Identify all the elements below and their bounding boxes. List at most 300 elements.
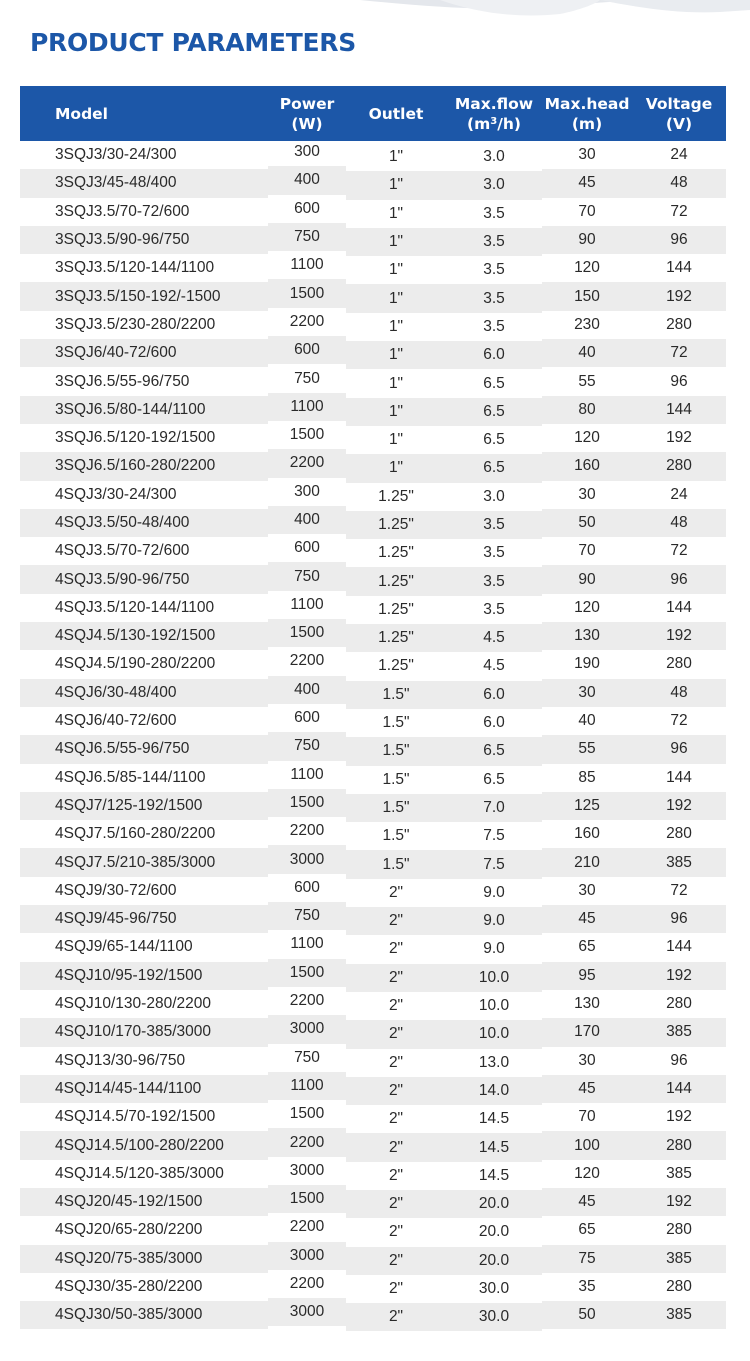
cell-head: 120 [574,259,600,277]
cell-outlet: 2" [388,1223,404,1241]
cell-model: 4SQJ3.5/120-144/1100 [55,598,215,616]
cell-voltage: 385 [666,1164,692,1182]
cell-head: 130 [542,622,632,650]
cell-head: 30 [542,679,632,707]
cell-voltage: 96 [632,735,726,763]
cell-voltage: 96 [670,1051,688,1069]
cell-flow: 6.5 [446,737,542,765]
cell-model: 3SQJ3.5/120-144/1100 [55,259,215,277]
cell-head: 30 [578,146,596,164]
table-row [20,282,726,310]
cell-voltage: 280 [666,315,692,333]
cell-voltage: 96 [632,226,726,254]
cell-head: 160 [574,825,600,843]
cell-power: 2200 [268,449,346,477]
table-row [20,792,726,820]
cell-power: 600 [294,709,320,727]
column-header-model [20,86,268,141]
cell-head: 50 [542,509,632,537]
table-row [20,1018,726,1046]
cell-flow: 3.0 [483,148,505,166]
table-row [20,1273,726,1301]
cell-power: 2200 [289,312,325,330]
cell-head: 170 [542,1018,632,1046]
cell-head: 50 [542,1301,632,1329]
table-header-row [20,86,726,141]
cell-voltage: 280 [666,1278,692,1296]
header-decoration [0,0,750,30]
cell-outlet: 2" [388,1110,404,1128]
cell-voltage: 280 [666,655,692,673]
cell-power: 1500 [268,619,346,647]
cell-flow: 20.0 [446,1247,542,1275]
table-body [20,141,726,1329]
cell-outlet: 1" [346,398,446,426]
cell-flow: 7.5 [483,827,505,845]
cell-outlet: 2" [388,940,404,958]
cell-model: 4SQJ7.5/210-385/3000 [20,848,268,876]
table-row [20,1245,726,1273]
cell-head: 125 [542,792,632,820]
table-row [20,707,726,735]
cell-model: 4SQJ9/30-72/600 [55,881,177,899]
cell-flow: 30.0 [446,1303,542,1331]
cell-flow: 9.0 [483,883,505,901]
column-header-voltage-label: Voltage [645,94,713,113]
cell-model: 4SQJ14.5/100-280/2200 [20,1131,268,1159]
table-row [20,820,726,848]
cell-model: 3SQJ3.5/150-192/-1500 [20,282,268,310]
cell-power: 2200 [289,652,325,670]
cell-outlet: 1" [388,431,404,449]
cell-voltage: 144 [666,938,692,956]
cell-outlet: 1" [388,317,404,335]
cell-model: 4SQJ6.5/85-144/1100 [55,768,206,786]
cell-outlet: 2" [388,1280,404,1298]
cell-head: 160 [542,452,632,480]
cell-outlet: 2" [388,1053,404,1071]
cell-head: 90 [542,565,632,593]
column-header-flow-unit: $(m^3/h)$ [467,114,521,133]
cell-outlet: 1" [388,204,404,222]
cell-flow: 9.0 [483,940,505,958]
cell-flow: 9.0 [446,907,542,935]
table-row [20,679,726,707]
cell-head: 55 [542,735,632,763]
table-row [20,1301,726,1329]
cell-model: 4SQJ20/75-385/3000 [20,1245,268,1273]
cell-outlet: 1.5" [382,714,410,732]
cell-flow: 10.0 [446,964,542,992]
table-row [20,311,726,339]
cell-power: 3000 [268,1242,346,1270]
cell-flow: 6.0 [483,714,505,732]
cell-head: 70 [578,1108,596,1126]
cell-flow: 6.5 [483,770,505,788]
cell-head: 150 [542,282,632,310]
cell-outlet: 1.25" [346,567,446,595]
cell-outlet: 1.5" [346,850,446,878]
cell-outlet: 1.25" [346,511,446,539]
cell-head: 130 [574,995,600,1013]
cell-model: 4SQJ7/125-192/1500 [20,792,268,820]
cell-power: 2200 [289,1275,325,1293]
cell-power: 300 [294,143,320,161]
table-row [20,141,726,169]
cell-head: 30 [578,485,596,503]
cell-head: 75 [542,1245,632,1273]
cell-model: 4SQJ4.5/190-280/2200 [55,655,216,673]
cell-flow: 3.5 [483,600,505,618]
cell-model: 4SQJ14/45-144/1100 [20,1075,268,1103]
cell-model: 4SQJ30/35-280/2200 [55,1278,203,1296]
table-row [20,452,726,480]
cell-power: 750 [268,902,346,930]
cell-voltage: 385 [632,1018,726,1046]
cell-head: 65 [578,1221,596,1239]
cell-voltage: 280 [632,452,726,480]
cell-head: 190 [574,655,600,673]
cell-model: 3SQJ6.5/55-96/750 [55,372,190,390]
cell-model: 4SQJ4.5/130-192/1500 [20,622,268,650]
cell-model: 4SQJ3.5/70-72/600 [55,542,190,560]
table-row [20,933,726,961]
cell-outlet: 2" [388,883,404,901]
cell-model: 4SQJ7.5/160-280/2200 [55,825,216,843]
cell-head: 230 [574,315,600,333]
table-row [20,226,726,254]
cell-model: 4SQJ20/65-280/2200 [55,1221,203,1239]
cell-flow: 7.0 [446,794,542,822]
cell-voltage: 72 [670,712,688,730]
cell-outlet: 1" [346,454,446,482]
cell-power: 1100 [290,256,324,274]
cell-outlet: 1.25" [346,624,446,652]
cell-outlet: 1" [346,284,446,312]
cell-outlet: 1" [346,228,446,256]
cell-flow: 6.5 [446,398,542,426]
cell-power: 600 [294,539,320,557]
cell-voltage: 192 [632,282,726,310]
table-row [20,1216,726,1244]
cell-flow: 6.5 [483,374,505,392]
column-header-voltage-unit: (V) [665,114,693,133]
cell-head: 55 [578,372,596,390]
cell-flow: 6.5 [446,454,542,482]
cell-voltage: 280 [666,1221,692,1239]
cell-outlet: 1.25" [378,657,414,675]
column-header-outlet [346,86,446,141]
table-row [20,509,726,537]
cell-flow: 3.5 [446,228,542,256]
cell-model: 3SQJ3/30-24/300 [55,146,177,164]
cell-power: 1100 [290,595,324,613]
page-title: PRODUCT PARAMETERS [30,28,356,57]
cell-flow: 7.5 [446,850,542,878]
cell-power: 3000 [268,845,346,873]
table-row [20,1131,726,1159]
table-row [20,339,726,367]
cell-voltage: 72 [670,202,688,220]
cell-head: 40 [578,712,596,730]
table-row [20,990,726,1018]
table-row [20,169,726,197]
cell-outlet: 2" [346,1190,446,1218]
cell-voltage: 280 [632,1131,726,1159]
cell-voltage: 144 [632,1075,726,1103]
cell-outlet: 2" [346,1020,446,1048]
cell-head: 120 [574,598,600,616]
cell-model: 4SQJ13/30-96/750 [55,1051,186,1069]
cell-flow: 6.0 [446,681,542,709]
cell-model: 4SQJ6/30-48/400 [20,679,268,707]
cell-head: 95 [542,962,632,990]
cell-model: 4SQJ3.5/90-96/750 [20,565,268,593]
table-row [20,905,726,933]
cell-flow: 3.5 [446,511,542,539]
cell-voltage: 192 [666,1108,692,1126]
table-row [20,198,726,226]
cell-flow: 3.5 [483,317,505,335]
cell-voltage: 192 [632,962,726,990]
cell-outlet: 1" [388,148,404,166]
cell-power: 600 [294,878,320,896]
cell-head: 45 [542,1188,632,1216]
cell-voltage: 48 [632,509,726,537]
cell-flow: 10.0 [478,997,510,1015]
cell-voltage: 48 [632,679,726,707]
table-row [20,622,726,650]
cell-power: 1500 [268,279,346,307]
cell-outlet: 2" [388,1166,404,1184]
cell-power: 1100 [268,393,346,421]
cell-power: 1500 [289,426,325,444]
cell-flow: 3.0 [483,487,505,505]
cell-model: 3SQJ6.5/80-144/1100 [20,396,268,424]
cell-flow: 20.0 [446,1190,542,1218]
table-row [20,565,726,593]
cell-model: 3SQJ3/45-48/400 [20,169,268,197]
cell-power: 400 [268,166,346,194]
table-row [20,481,726,509]
cell-head: 70 [578,542,596,560]
cell-model: 4SQJ6.5/55-96/750 [20,735,268,763]
cell-flow: 14.0 [446,1077,542,1105]
cell-model: 4SQJ6/40-72/600 [55,712,177,730]
cell-head: 85 [578,768,596,786]
column-header-power [268,86,346,141]
cell-voltage: 144 [666,598,692,616]
cell-model: 4SQJ10/130-280/2200 [55,995,211,1013]
column-header-outlet-label: Outlet [368,104,424,123]
table-row [20,735,726,763]
table-row [20,650,726,678]
cell-head: 40 [542,339,632,367]
cell-head: 120 [574,429,600,447]
cell-voltage: 96 [632,905,726,933]
cell-flow: 6.5 [483,431,505,449]
table-row [20,367,726,395]
cell-flow: 20.0 [478,1223,510,1241]
cell-voltage: 192 [666,429,692,447]
cell-model: 3SQJ3.5/230-280/2200 [55,315,216,333]
cell-outlet: 2" [346,1077,446,1105]
cell-model: 4SQJ3.5/50-48/400 [20,509,268,537]
cell-model: 3SQJ6.5/120-192/1500 [55,429,216,447]
table-row [20,1188,726,1216]
table-row [20,537,726,565]
column-header-head-unit: (m) [571,114,603,133]
cell-outlet: 1" [346,171,446,199]
cell-voltage: 72 [632,339,726,367]
cell-power: 400 [268,506,346,534]
cell-power: 600 [294,199,320,217]
cell-voltage: 72 [670,881,688,899]
cell-voltage: 280 [666,825,692,843]
cell-flow: 13.0 [478,1053,510,1071]
cell-power: 600 [268,336,346,364]
column-header-model-label: Model [55,104,108,123]
cell-power: 2200 [289,992,325,1010]
cell-power: 750 [268,562,346,590]
cell-voltage: 24 [670,146,688,164]
cell-head: 45 [542,1075,632,1103]
cell-model: 4SQJ14.5/120-385/3000 [55,1164,224,1182]
cell-head: 45 [542,905,632,933]
cell-model: 3SQJ6.5/160-280/2200 [20,452,268,480]
cell-head: 65 [578,938,596,956]
cell-outlet: 2" [346,1133,446,1161]
cell-head: 45 [542,169,632,197]
table-row [20,1103,726,1131]
cell-outlet: 1.25" [378,600,414,618]
cell-outlet: 2" [346,1303,446,1331]
cell-head: 210 [542,848,632,876]
cell-voltage: 72 [670,542,688,560]
cell-flow: 3.5 [483,544,505,562]
cell-power: 3000 [289,1161,325,1179]
column-header-power-unit: (W) [291,114,323,133]
cell-model: 4SQJ14.5/70-192/1500 [55,1108,216,1126]
cell-voltage: 192 [632,792,726,820]
cell-outlet: 1" [388,261,404,279]
cell-flow: 3.5 [446,567,542,595]
cell-flow: 10.0 [446,1020,542,1048]
cell-flow: 3.0 [446,171,542,199]
cell-power: 1500 [289,1105,325,1123]
cell-outlet: 2" [346,964,446,992]
product-parameters-table [20,86,726,1329]
cell-head: 120 [574,1164,600,1182]
cell-power: 1500 [268,959,346,987]
cell-flow: 14.5 [446,1133,542,1161]
cell-model: 3SQJ6/40-72/600 [20,339,268,367]
cell-flow: 3.5 [446,284,542,312]
column-header-voltage [632,86,726,141]
table-row [20,396,726,424]
table-row [20,1075,726,1103]
cell-outlet: 1.5" [346,737,446,765]
cell-flow: 4.5 [483,657,505,675]
cell-power: 750 [294,1048,320,1066]
cell-outlet: 2" [346,1247,446,1275]
cell-power: 2200 [268,1128,346,1156]
table-row [20,1047,726,1075]
cell-power: 1500 [268,1185,346,1213]
column-header-head-label: Max.head [544,94,630,113]
cell-head: 90 [542,226,632,254]
cell-flow: 3.5 [483,204,505,222]
table-row [20,764,726,792]
cell-head: 35 [578,1278,596,1296]
cell-flow: 14.5 [478,1110,510,1128]
cell-outlet: 1.25" [378,544,414,562]
cell-model: 3SQJ3.5/70-72/600 [55,202,190,220]
table-row [20,848,726,876]
cell-voltage: 385 [632,848,726,876]
cell-power: 400 [268,676,346,704]
cell-flow: 4.5 [446,624,542,652]
cell-power: 1500 [268,789,346,817]
cell-voltage: 24 [670,485,688,503]
cell-voltage: 96 [632,565,726,593]
cell-outlet: 1.5" [346,794,446,822]
cell-model: 4SQJ10/170-385/3000 [20,1018,268,1046]
cell-power: 300 [294,482,320,500]
cell-head: 70 [578,202,596,220]
cell-voltage: 144 [666,259,692,277]
cell-voltage: 96 [670,372,688,390]
cell-outlet: 1.25" [378,487,414,505]
cell-power: 750 [268,732,346,760]
cell-head: 100 [542,1131,632,1159]
cell-power: 750 [294,369,320,387]
cell-voltage: 144 [632,396,726,424]
cell-power: 2200 [289,822,325,840]
cell-voltage: 385 [632,1301,726,1329]
cell-power: 1100 [290,935,324,953]
table-row [20,1160,726,1188]
table-row [20,254,726,282]
cell-power: 750 [268,223,346,251]
cell-head: 80 [542,396,632,424]
table-row [20,424,726,452]
cell-model: 4SQJ9/65-144/1100 [55,938,193,956]
column-header-power-label: Power [279,94,335,113]
column-header-head [542,86,632,141]
cell-model: 4SQJ20/45-192/1500 [20,1188,268,1216]
column-header-flow [446,86,542,141]
cell-voltage: 192 [632,1188,726,1216]
cell-power: 3000 [268,1298,346,1326]
cell-flow: 30.0 [478,1280,510,1298]
cell-voltage: 192 [632,622,726,650]
table-row [20,877,726,905]
table-row [20,962,726,990]
cell-outlet: 1.5" [382,770,410,788]
cell-power: 1100 [268,1072,346,1100]
cell-outlet: 1.5" [382,827,410,845]
cell-voltage: 144 [666,768,692,786]
cell-model: 4SQJ10/95-192/1500 [20,962,268,990]
cell-outlet: 2" [388,997,404,1015]
cell-model: 3SQJ3.5/90-96/750 [20,226,268,254]
cell-flow: 6.0 [446,341,542,369]
cell-power: 1100 [290,765,324,783]
cell-head: 30 [578,1051,596,1069]
cell-model: 4SQJ30/50-385/3000 [20,1301,268,1329]
cell-model: 4SQJ3/30-24/300 [55,485,177,503]
